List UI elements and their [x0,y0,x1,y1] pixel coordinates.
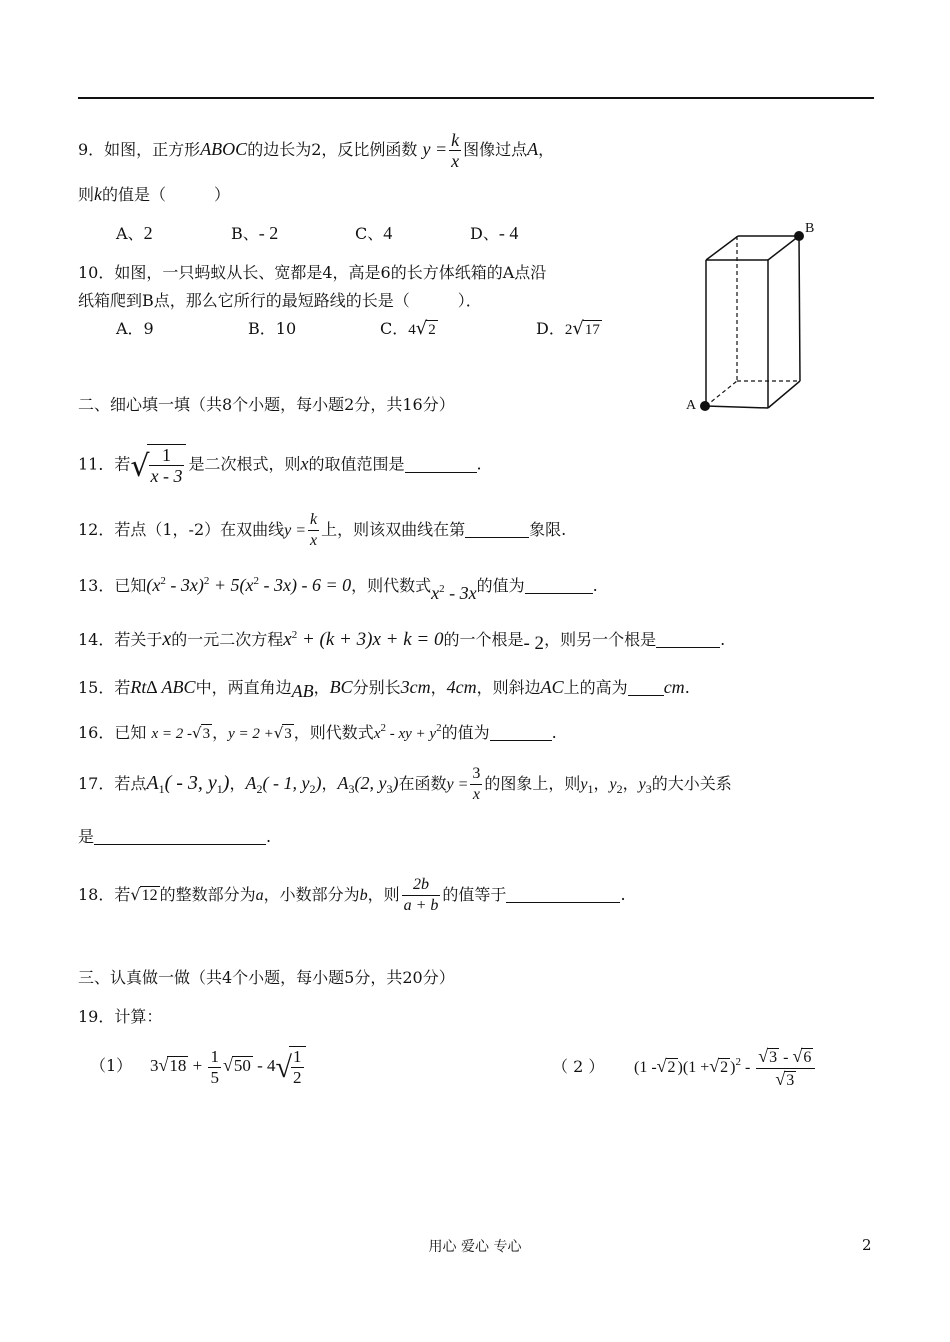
q12-den: x [310,532,318,549]
q15-sep-2: ， [430,678,447,697]
q14-middle1: 的一元二次方程 [171,630,284,649]
q17-point-a2 [245,773,322,796]
q17-y1-sub: 1 [587,782,594,796]
q17-sep-4: ， [622,774,639,793]
q9-frac-num: k [451,130,460,150]
q19-p2-a: (1 - [634,1059,657,1077]
q9-option-a [116,222,231,245]
q19-p2-n2: 6 [803,1049,812,1066]
q9-point: A [527,139,539,159]
q17-point-a1 [146,772,229,794]
q12-prefix: 12．若点（1，-2）在双曲线 [78,520,285,539]
q16-poly-b: - xy + y [385,726,437,742]
q15-ab: AB [291,681,314,701]
q9-frac-den: x [451,151,460,171]
q17-point-a3 [337,773,399,796]
q19-part1 [90,1046,308,1088]
q10-option-d: D．2√17 [536,318,600,339]
q15-middle2: 分别长 [352,678,401,697]
page-footer: 用心 爱心 专心 [428,1239,522,1255]
q13-expr-b: - 3x [444,583,477,603]
q9-prefix: 9．如图，正方形 [78,140,201,159]
q14-equation [283,629,443,650]
q9-option-a-value: 2 [143,223,153,243]
q19-p2-sup: 2 [735,1056,741,1069]
q17-a2-sub: 2 [256,782,263,796]
q14-end: . [720,630,726,649]
q9-shape: ABOC [200,139,248,159]
q17-y1-var: y [580,776,588,793]
q16-y-rad: 3 [284,726,292,742]
q17-a3-sub: 3 [348,782,355,796]
q18-middle2: ，小数部分为 [263,885,360,904]
q15-sep: ， [313,678,330,697]
q14-sup: 2 [291,629,298,641]
q14-eq-b: + (k + 3)x + k = 0 [297,629,444,650]
q11-answer-blank[interactable] [405,456,477,473]
q9-option-d-label: D、 [470,224,499,243]
q18-fraction [402,875,441,916]
q17-a1-sub: 1 [158,782,165,796]
q18-b: b [359,887,368,904]
q10-option-d-rad: 17 [584,322,600,338]
label-a: A [686,398,697,413]
q19-p1-r1: 18 [169,1055,187,1075]
q10-option-c-coef: 4 [408,322,416,338]
label-b: B [805,221,815,236]
q12-fraction [308,510,319,551]
q13-suffix: 的值为 [476,576,525,595]
q11-middle: 是二次根式，则 [188,454,301,474]
q16-line: 16．已知 x = 2 -√3 ，y = 2 +√3 ，则代数式$x^2$ - xy + $y^2$的值为 . [78,722,557,742]
q10-option-c: C．4√2 [380,318,436,339]
q18-num: 2b [402,875,441,896]
q13-expr-a: x [431,583,440,603]
q17-a2-close: ) [315,773,322,793]
q9-fraction [449,130,461,171]
q17-lhs: y = [446,776,469,793]
q19-p2-denominator: √3 [775,1069,795,1089]
header-rule [78,97,874,99]
q19-p1-fn: 1 [210,1046,219,1066]
q18-answer-blank[interactable] [506,886,620,903]
q12-lhs: y = [284,522,307,539]
q17-y2 [609,776,623,796]
q13-equation [146,575,351,595]
q9-line2-suffix: 的值是（ ） [102,185,231,204]
q19-p2-c: ) [730,1059,736,1077]
q18-rad: 12 [141,887,158,904]
q13-eq-b: - 3x) [165,575,204,595]
q18-end: . [620,885,626,904]
q17-a2: A [245,773,257,793]
q15-middle1: 中，两直角边 [195,678,292,697]
q17-y3-var: y [638,776,646,793]
q17-line2-prefix: 是 [78,827,95,846]
q18-suffix: 的值等于 [442,885,507,904]
q9-line2-var: k [94,184,103,204]
q19-title: 19．计算： [78,1007,163,1026]
q17-a1-coords: ( - 3, y [164,772,217,794]
q10-option-a: A．9 [116,319,154,338]
q17-den: x [472,786,480,803]
q9-option-b [231,222,355,245]
q17-y1 [580,776,594,796]
q15-middle3: ，则斜边 [476,678,541,697]
q9-suffix: 图像过点 [463,140,528,159]
q9-option-d [470,222,518,245]
q9-option-b-label: B、 [231,224,259,243]
q13-expr-sup: 2 [439,583,445,595]
q17-sep-3: ， [593,774,610,793]
q18-middle1: 的整数部分为 [159,885,256,904]
q19-p2-n1: 3 [769,1049,778,1066]
q17-a3-coords: (2, y [354,773,387,793]
q9-option-c-label: C、 [355,224,384,243]
q19-p1-rn: 1 [293,1047,302,1066]
q15-prefix: 15．若 [78,678,131,697]
q17-y3-sub: 3 [645,782,652,796]
q19-p1-fd: 5 [210,1067,219,1087]
q19-p1-label: （1） [90,1055,133,1075]
q17-a1-ysub: 1 [216,782,223,796]
q15-end: . [684,678,690,697]
q16-middle: ，则代数式 [293,723,374,742]
q11-line: 11．若√ $\frac{1}{x - 3}$ 是二次根式，则x的取值范围是 . [78,445,482,486]
q19-p2-r1: 2 [667,1059,676,1077]
q16-sep: ， [212,723,229,742]
q19-p2-r2: 2 [720,1059,729,1077]
q9-option-d-value: - 4 [498,223,519,243]
q17-line1 [78,764,732,805]
q17-a2-coords: ( - 1, y [262,773,310,793]
q15-middle4: 上的高为 [563,678,628,697]
q18-prefix: 18．若 [78,885,131,904]
q13-prefix: 13．已知 [78,576,147,595]
q19-p1-c1: 3 [150,1055,159,1075]
section2-heading: 二、细心填一填（共8个小题，每小题2分，共16分） [78,395,455,414]
q15-unit: cm [663,677,685,697]
q9-line2-prefix: 则 [78,185,95,204]
q9-options [116,222,518,245]
q11-den: x - 3 [150,466,183,486]
q16-poly-a: x [373,726,381,742]
q18-line: 18．若√12 的整数部分为a，小数部分为b，则 $\frac{2b}{a + b}$ 的值等于 . [78,876,626,914]
section3-heading: 三、认真做一做（共4个小题，每小题5分，共20分） [78,968,455,987]
q9-comma: ， [538,140,555,159]
q19-p1-rd: 2 [293,1068,302,1087]
q10-option-d-coef: 2 [564,322,573,338]
q13-middle: ，则代数式 [351,576,432,595]
q11-end: . [476,454,482,474]
q13-line [78,570,598,604]
q19-part2 [552,1046,817,1091]
q19-p2-minus: - [740,1059,755,1077]
q10-line1: 10．如图，一只蚂蚁从长、宽都是4，高是6的长方体纸箱的A点沿 [78,263,547,282]
q17-y2-var: y [609,776,617,793]
q17-a3-ysub: 3 [386,782,393,796]
q17-a1: A [146,772,159,794]
q17-suffix: 的大小关系 [651,774,732,793]
q9-option-c-value: 4 [383,223,393,243]
q17-answer-blank[interactable] [94,828,266,845]
q18-den: a + b [403,897,439,914]
point-b [794,231,804,241]
q9-option-a-label: A、 [116,224,144,243]
q17-num: 3 [470,764,482,785]
q16-end: . [551,723,557,742]
q19-p2-b: )(1 + [677,1059,710,1077]
q19-p2-numerator: √3 - √6 [756,1046,815,1069]
q9-option-c [355,222,470,245]
q16-x-rad: 3 [202,726,211,742]
q17-sep-2: ， [321,774,338,793]
q15-len2: 4cm [446,677,477,697]
q17-prefix: 17．若点 [78,774,147,793]
q13-eq-a: (x [146,575,161,595]
q16-suffix: 的值为 [441,723,490,742]
q9-line1 [78,130,554,171]
q16-sup-1: 2 [380,722,386,734]
q19-p2-expr: (1 -√2 )(1 +√2 )$^2$ - $\frac{√3 - √6}{√3}$ [634,1059,817,1076]
q19-p1-r2: 50 [233,1055,251,1075]
q17-a3-close: ) [392,773,399,793]
q19-p1-minus: - 4 [252,1055,276,1075]
q14-prefix: 14．若关于 [78,630,163,649]
q11-radical [147,444,187,486]
q16-y-expr: y = 2 + [228,726,274,742]
q13-eq-d: - 3x) - 6 = 0 [258,575,352,595]
q19-p1-fraction [208,1047,221,1088]
q17-end: . [266,827,272,846]
q14-var: x [162,628,172,650]
q13-sup-2: 2 [203,575,210,587]
q15-line [78,676,690,702]
q19-p1-plus: + [188,1055,207,1075]
q10-options [116,318,602,341]
q15-triangle: Rt∆ ABC [130,677,196,697]
q16-answer-blank[interactable] [490,724,552,741]
q16-sup-2: 2 [436,722,442,734]
q10-line2: 纸箱爬到B点，那么它所行的最短路线的长是（ ）． [78,291,482,310]
q11-num: 1 [149,445,185,466]
q15-bc: BC [329,677,353,697]
q13-answer-blank[interactable] [525,577,593,594]
q9-middle: 的边长为2，反比例函数 [247,140,418,159]
q12-answer-blank[interactable] [465,521,529,538]
q17-a2-ysub: 2 [309,782,316,796]
q17-y2-sub: 2 [616,782,623,796]
q9-func-lhs: y = [422,139,448,159]
q14-line [78,624,725,655]
q14-suffix: ，则另一个根是 [544,630,657,649]
q11-prefix: 11．若 [78,454,131,474]
q19-p2-fraction [756,1046,815,1091]
q13-expr [431,583,476,603]
q14-middle2: 的一个根是 [443,630,524,649]
q14-root: - 2 [523,633,545,654]
q13-eq-c: + 5(x [209,575,254,595]
point-a [700,401,710,411]
q19-p2-d: 3 [786,1072,795,1089]
q16-prefix: 16．已知 [78,723,147,742]
cuboid-figure [684,216,824,416]
q17-line2 [78,826,271,848]
q18-middle3: ，则 [367,885,400,904]
q17-a3: A [337,773,349,793]
q17-a1-close: ) [222,772,230,794]
q9-line2 [78,183,230,206]
q13-sup-3: 2 [253,575,259,587]
page-number: 2 [862,1236,872,1254]
q14-eq-a: x [283,629,292,650]
q16-x-expr: x = 2 - [151,726,192,742]
q12-num: k [308,510,319,531]
q11-var: x [300,453,309,474]
q17-y3 [638,776,652,796]
q15-len1: 3cm [400,677,431,697]
q17-sep-1: ， [229,774,246,793]
q11-suffix: 的取值范围是 [308,454,405,474]
q15-answer-blank[interactable] [628,679,664,696]
q10-option-d-label: D． [536,319,565,338]
q18-a: a [255,887,264,904]
q19-p1-expr: 3√18 + $\frac{1}{5}$ √50 - 4√ $\frac{1}{2}$ [150,1056,308,1075]
q12-line [78,510,566,551]
q14-answer-blank[interactable] [656,631,720,648]
q12-middle: 上，则该双曲线在第 [321,520,466,539]
q10-option-c-label: C． [380,319,409,338]
q13-end: . [592,576,598,595]
q15-ac: AC [540,677,564,697]
q16-poly [373,722,442,742]
q10-option-b: B．10 [248,319,297,338]
q10-option-c-rad: 2 [428,322,436,338]
q19-p1-radical-frac [289,1046,306,1088]
q19-p2-label: （ 2 ） [552,1057,605,1077]
q9-option-b-value: - 2 [258,223,279,243]
q17-middle: 在函数 [398,774,447,793]
q17-fraction [470,764,482,805]
q13-sup-1: 2 [160,575,166,587]
q19-p2-nm: - [779,1049,793,1066]
q12-suffix: 象限. [529,520,567,539]
q17-middle2: 的图象上，则 [484,774,581,793]
